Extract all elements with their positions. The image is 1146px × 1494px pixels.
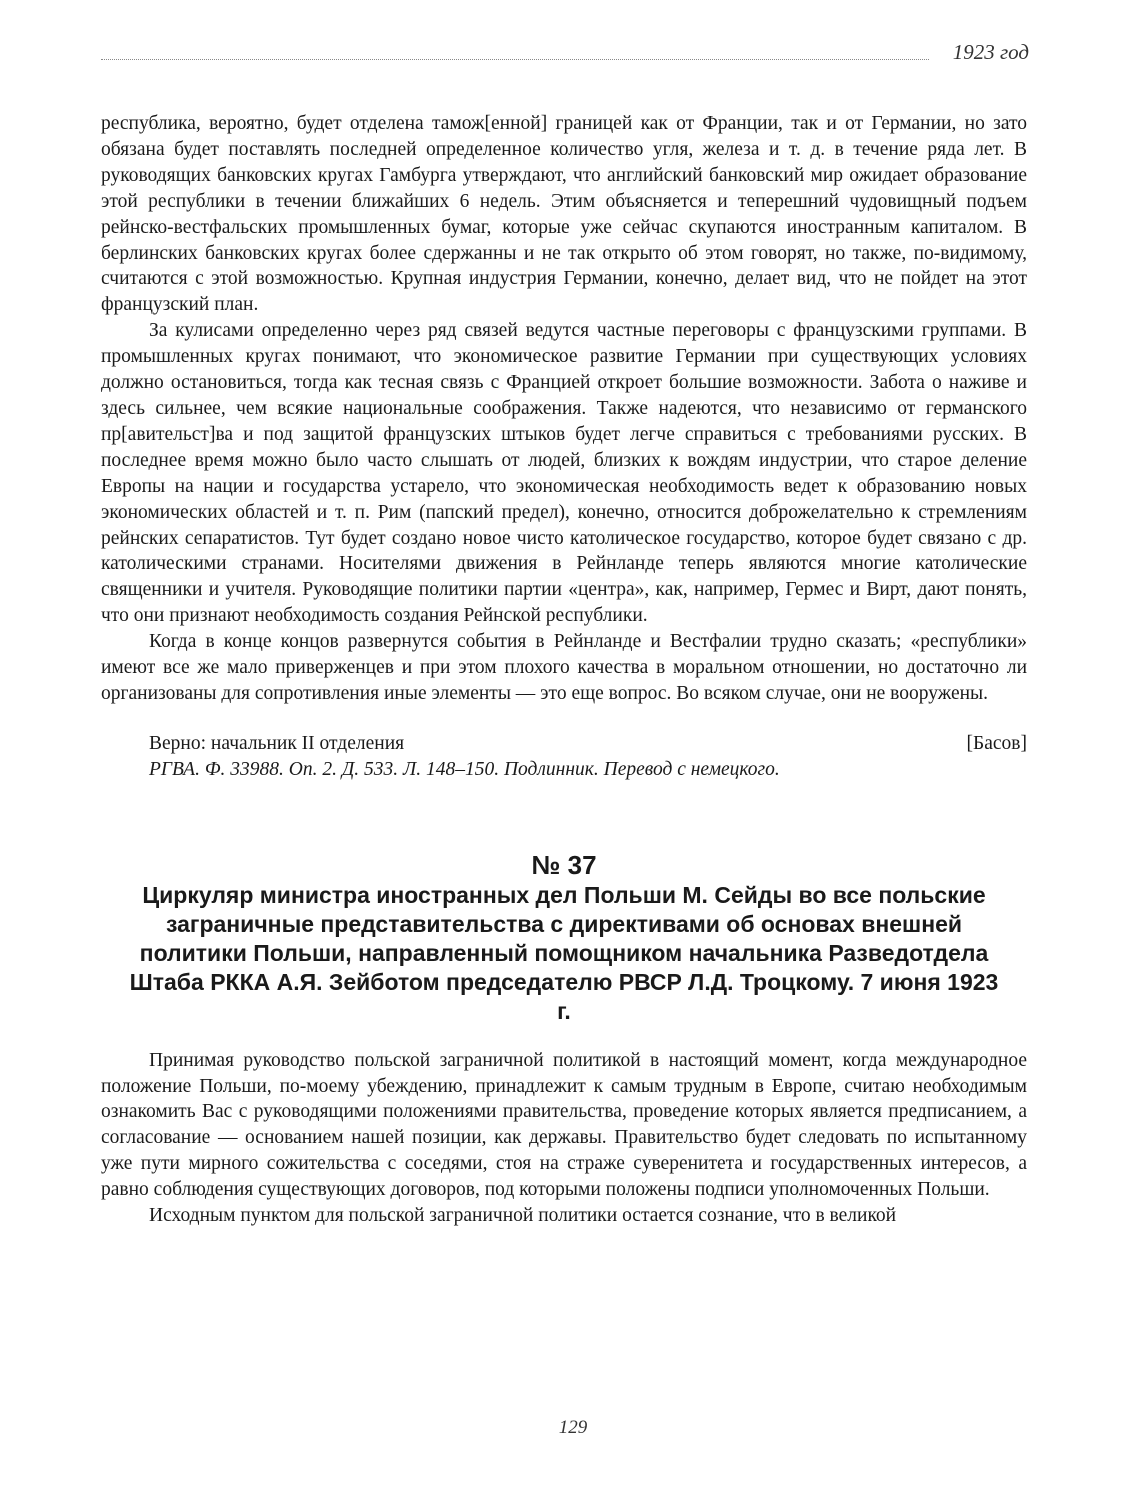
header-year: 1923 год (952, 40, 1029, 64)
signature-label: Верно: начальник II отделения (149, 732, 405, 754)
document-number: № 37 (531, 849, 597, 880)
paragraph: За кулисами определенно через ряд связей ведутся частные переговоры с французскими группами. В промышленных кругах понимают, что экономическое развитие Германии при существующих условиях должно остановиться, тогда как тесная связь с Францией откроет большие возможности. Забота о наживе и здесь сильнее, чем всякие национальные соображения. Также надеются, что независимо от германского пр[авительст]ва и под защитой французских штыков будет легче справиться с требованиями русских. В последнее время можно было часто слышать от людей, близких к вождям индустрии, что старое деление Европы на нации и государства устарело, что экономическая необходимость ведет к образованию новых экономических областей и т. п. Рим (папский предел), конечно, относится доброжелательно к стремлениям рейнских сепаратистов. Тут будет создано новое чисто католическое государство, которое будет связано с др. католическими странами. Носителями движения в Рейнланде теперь являются многие католические священники и учителя. Руководящие политики партии «центра», как, например, Гермес и Вирт, дают понять, что они признают необходимость создания Рейнской республики. (101, 320, 1027, 627)
paragraph: республика, вероятно, будет отделена тамож[енной] границей как от Франции, так и от Германии, но зато обязана будет поставлять последней определенное количество угля, железа и т. д. в течение ряда лет. В руководящих банковских кругах Гамбурга утверждают, что английский банковский мир ожидает образование этой республики в течении ближайших 6 недель. Этим объясняется и теперешний чудовищный подъем рейнско-вестфальских промышленных бумаг, которые уже сейчас скупаются иностранным капиталом. В берлинских банковских кругах более сдержанны и не так открыто об этом говорят, но также, по-видимому, считаются с этой возможностью. Крупная индустрия Германии, конечно, делает вид, что не пойдет на этот французский план. (101, 113, 1027, 316)
signature-line (101, 731, 1027, 757)
page-body (101, 111, 1027, 1229)
document-title: Циркуляр министра иностранных дел Польши М. Сейды во все польские заграничные представительства с директивами об основах внешней политики Польши, направленный помощником начальника Разведотдела Штаба РККА А.Я. Зейботом председателю РВСР Л.Д. Троцкому. 7 июня 1923 г. (129, 881, 999, 1024)
spacer (101, 1026, 1027, 1048)
page-number: 129 (558, 1417, 588, 1438)
paragraph: Принимая руководство польской заграничной политикой в настоящий момент, когда международное положение Польши, по-моему убеждению, принадлежит к самым трудным в Европе, считаю необходимым ознакомить Вас с руководящими положениями правительства, проведение которых является предписанием, а согласование — основанием нашей позиции, как державы. Правительство будет следовать по испытанному уже пути мирного сожительства с соседями, стоя на страже суверенитета и государственных интересов, а равно соблюдения существующих договоров, под которыми положены подписи уполномоченных Польши. (101, 1049, 1027, 1201)
running-header (101, 40, 1029, 66)
header-dotted-rule (101, 59, 929, 60)
signature-name: [Басов] (966, 732, 1027, 754)
archival-source: РГВА. Ф. 33988. Оп. 2. Д. 533. Л. 148–150. Подлинник. Перевод с немецкого. (149, 758, 780, 780)
paragraph: Исходным пунктом для польской заграничной политики остается сознание, что в великой (149, 1205, 897, 1227)
paragraph: Когда в конце концов развернутся события в Рейнланде и Вестфалии трудно сказать; «республики» имеют все же мало приверженцев и при этом плохого качества в моральном отношении, но достаточно ли организованы для сопротивления иные элементы — это еще вопрос. Во всяком случае, они не вооружены. (101, 631, 1027, 704)
document-heading (101, 851, 1027, 1026)
